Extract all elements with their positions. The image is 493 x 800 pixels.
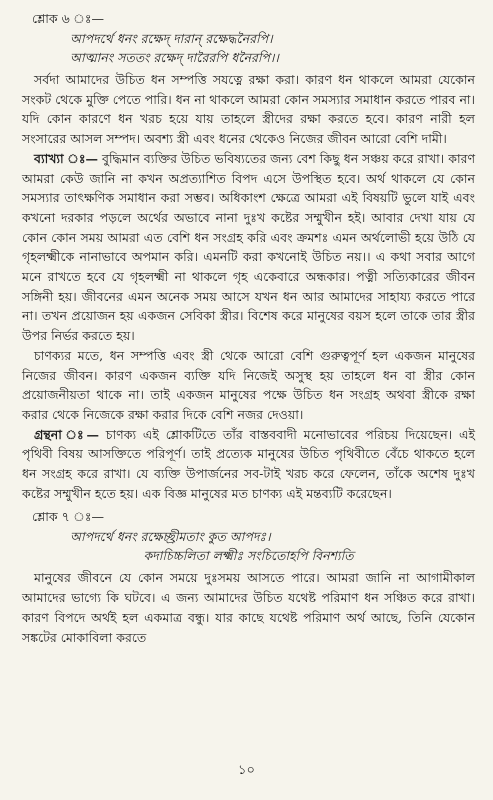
explanation-text: বুদ্ধিমান ব্যক্তির উচিত ভবিষ্যতের জন্য বেশ কিছু ধন সঞ্চয় করে রাখা। কারণ আমরা কেউ জানি না কখন অপ্রত্যাশিত বিপদ এসে উপস্থিত হবে। অর্থ থাকলে যে কোন সমস্যার তাৎক্ষণিক সমাধান করা সম্ভব। অধিকাংশ ক্ষেত্রে আমরা এই বিষয়টি ভুলে যাই এবং কখনো দরকার পড়লে অর্থের অভাবে নানা দুঃখ কষ্টের সম্মুখীন হই। আবার দেখা যায় যে কোন কোন সময় আমরা এত বেশি ধন সংগ্রহ করি এবং ক্রমশঃ এমন অর্থলোভী হয়ে উঠি যে গৃহলক্ষ্মীকে নানাভাবে অপমান করি। এমনটি করা কখনোই উচিত নয়।। এ কথা সবার আগে মনে রাখতে হবে যে গৃহলক্ষ্মী না থাকলে গৃহ একেবারে অন্ধকার। পত্নী সত্যিকারের জীবন সঙ্গিনী হয়। জীবনের এমন অনেক সময় আসে যখন ধন আর আমাদের সাহায্য করতে পারে না। তখন প্রয়োজন হয় একজন সেবিকা স্ত্রীর। বিশেষ করে মানুষের বয়স হলে তাকে তার স্ত্রীর উপর নির্ভর করতে হয়। (22, 150, 475, 344)
commentary-label: গ্রন্থনা ঃ— (34, 426, 99, 442)
paragraph-meaning: সর্বদা আমাদের উচিত ধন সম্পত্তি সযত্নে রক্ষা করা। কারণ ধন থাকলে আমরা যেকোন সংকট থেকে মুক্তি পেতে পারি। ধন না থাকলে আমরা কোন সমস্যার সমাধান করতে পারব না। যদি কোন কারণে ধন খরচ হয়ে যায় তাহলে স্ত্রীদের রক্ষা করতে হবে। কারণ নারী হল সংসারের আসল সম্পদ। অবশ্য স্ত্রী এবং ধনের থেকেও নিজের জীবন আরো বেশি দামী। (22, 72, 475, 147)
page-number: ১০ (238, 763, 255, 778)
commentary-text: চাণক্য এই শ্লোকটিতে তাঁর বাস্তববাদী মনোভাবের পরিচয় দিয়েছেন। এই পৃথিবী বিষয় আসক্তিতে পরিপূর্ণ। তাই প্রত্যেক মানুষের উচিত পৃথিবীতে বেঁচে থাকতে হলে ধন সংগ্রহ করে রাখা। যে ব্যক্তি উপার্জনের সব-টাই খরচ করে ফেলেন, তাঁকে অশেষ দুঃখ কষ্টের সম্মুখীন হতে হয়। এক বিজ্ঞ মানুষের মত চাণক্য এই মন্তব্যটি করেছেন। (22, 426, 475, 501)
sloka-6-line-2: আত্মানং সততং রক্ষেদ্ দারৈরপি ধনৈরপি।। (70, 50, 279, 65)
sloka-6-heading: শ্লোক ৬ ঃ— (32, 11, 105, 26)
paragraph-chanakya-view: চাণক্যর মতে, ধন সম্পত্তি এবং স্ত্রী থেকে আরো বেশি গুরুত্বপূর্ণ হল একজন মানুষের নিজের জীবন। কারণ একজন ব্যক্তি যদি নিজেই অসুস্থ হয় তাহলে ধন বা স্ত্রীর কোন প্রয়োজনীয়তা থাকে না। তাই একজন মানুষের পক্ষে উচিত ধন সংগ্রহ অথবা স্ত্রীকে রক্ষা করার থেকে নিজেকে রক্ষা করার দিকে বেশি নজর দেওয়া। (22, 347, 475, 422)
sloka-7-heading: শ্লোক ৭ ঃ— (32, 509, 105, 525)
paragraph-explanation (22, 149, 475, 346)
sloka-6-line-1: আপদর্থে ধনং রক্ষেদ্ দারান্‌ রক্ষেদ্ধনৈরপি। (70, 31, 273, 46)
paragraph-commentary (22, 425, 475, 504)
sloka-7-line-2: কদাচিচ্চলিতা লক্ষ্মীঃ সংচিতোহপি বিনশ্যতি (143, 548, 354, 564)
sloka-7-line-1: আপদর্থে ধনং রক্ষেচ্ছ্রীমতাং কুত আপদঃ। (70, 529, 271, 545)
paragraph-sloka-7-meaning: মানুষের জীবনে যে কোন সময়ে দুঃসময় আসতে পারে। আমরা জানি না আগামীকাল আমাদের ভাগ্যে কি ঘটবে। এ জন্য আমাদের উচিত যথেষ্ট পরিমাণ ধন সঞ্চিত করে রাখা। কারণ বিপদে অর্থই হল একমাত্র বন্ধু। যার কাছে যথেষ্ট পরিমাণ অর্থ আছে, তিনি যেকোন সঙ্কটের মোকাবিলা করতে (22, 570, 475, 645)
explanation-label: ব্যাখ্যা ঃ— (34, 150, 99, 166)
